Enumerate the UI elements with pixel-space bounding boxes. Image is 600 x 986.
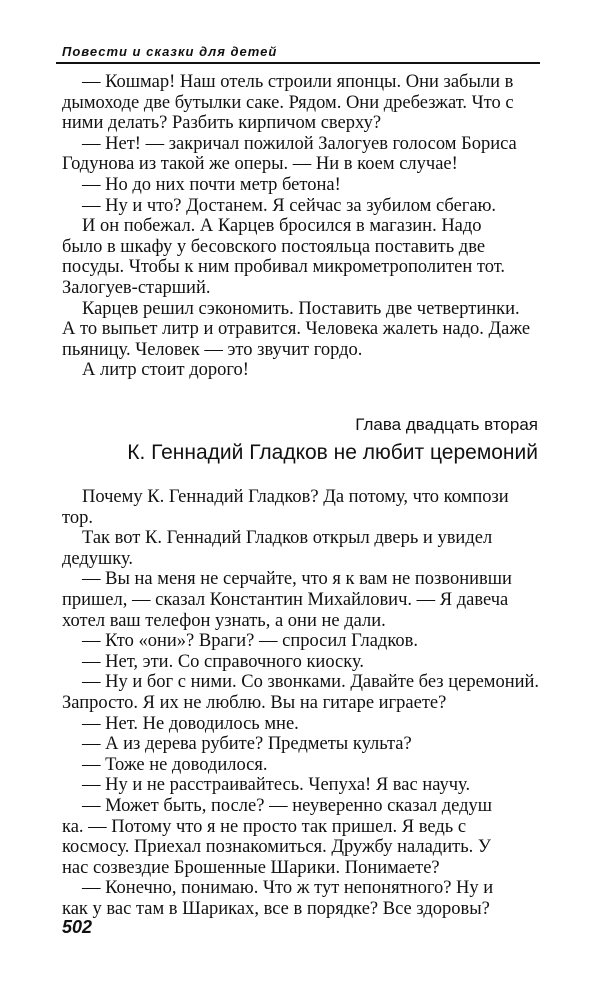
text-line: — Нет, эти. Со справочного киоску.: [82, 651, 364, 672]
text-line: нас созвездие Брошенные Шарики. Понимаете?: [62, 857, 440, 878]
text-line: Запросто. Я их не люблю. Вы на гитаре играете?: [62, 692, 447, 713]
chapter-title: К. Геннадий Гладков не любит церемоний: [127, 441, 538, 464]
header-divider: [56, 62, 540, 64]
text-line: Почему К. Геннадий Гладков? Да потому, что компози: [82, 487, 509, 507]
text-line: космосу. Приехал познакомиться. Дружбу наладить. У: [62, 837, 491, 858]
text-line: — Кошмар! Наш отель строили японцы. Они забыли в: [82, 72, 514, 92]
text-line: Годунова из такой же оперы. — Ни в коем случае!: [62, 154, 458, 175]
text-line: ка. — Потому что я не просто так пришел. Я ведь с: [62, 816, 467, 837]
text-line: тор.: [62, 507, 93, 528]
text-line: было в шкафу у бесовского постояльца поставить две: [62, 236, 486, 257]
running-header: Повести и сказки для детей: [62, 44, 278, 59]
text-line: — Ну и бог с ними. Со звонками. Давайте без церемоний.: [82, 672, 540, 693]
text-line: — Нет! — закричал пожилой Залогуев голосом Бориса: [82, 133, 517, 154]
text-line: И он побежал. А Карцев бросился в магазин. Надо: [82, 216, 482, 237]
text-block-2: [62, 487, 542, 919]
text-line: — А из дерева рубите? Предметы культа?: [82, 734, 412, 755]
text-line: как у вас там в Шариках, все в порядке? Все здоровы?: [62, 898, 490, 919]
text-line: Залогуев-старший.: [62, 277, 211, 298]
text-line: пьяницу. Человек — это звучит гордо.: [62, 339, 363, 360]
text-line: — Ну и что? Достанем. Я сейчас за зубилом сбегаю.: [82, 195, 497, 216]
text-line: пришел, — сказал Константин Михайлович. — Я давеча: [62, 589, 509, 610]
text-line: — Вы на меня не серчайте, что я к вам не позвонивши: [82, 569, 512, 590]
text-line: — Конечно, понимаю. Что ж тут непонятного? Ну и: [82, 878, 494, 899]
text-block-1: [62, 72, 542, 381]
text-line: ними делать? Разбить кирпичом сверху?: [62, 113, 382, 134]
text-line: — Нет. Не доводилось мне.: [82, 713, 299, 734]
text-line: — Может быть, после? — неуверенно сказал дедуш: [82, 795, 493, 816]
text-line: — Но до них почти метр бетона!: [82, 174, 341, 195]
text-line: А литр стоит дорого!: [82, 360, 249, 381]
text-line: А то выпьет литр и отравится. Человека жалеть надо. Даже: [62, 319, 531, 340]
text-line: — Ну и не расстраивайтесь. Чепуха! Я вас научу.: [82, 775, 471, 796]
chapter-number: Глава двадцать вторая: [355, 415, 538, 434]
text-line: — Тоже не доводилося.: [82, 754, 268, 775]
text-line: — Кто «они»? Враги? — спросил Гладков.: [82, 631, 418, 652]
text-line: посуды. Чтобы к ним пробивал микрометрополитен тот.: [62, 257, 506, 278]
text-line: дымоходе две бутылки саке. Рядом. Они дребезжат. Что с: [62, 92, 514, 113]
text-line: Так вот К. Геннадий Гладков открыл дверь и увидел: [82, 528, 493, 549]
page-number: 502: [62, 917, 93, 937]
text-line: Карцев решил сэкономить. Поставить две четвертинки.: [82, 298, 520, 319]
text-line: дедушку.: [62, 548, 134, 569]
text-line: хотел ваш телефон узнать, а они не дали.: [62, 610, 386, 631]
